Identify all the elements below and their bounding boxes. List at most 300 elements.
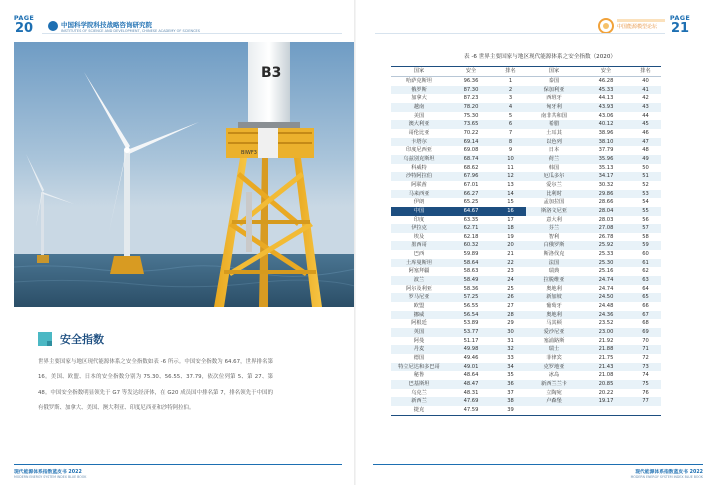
table-cell: 39 — [495, 406, 526, 415]
table-row — [391, 172, 661, 181]
forum-logo-bar — [617, 19, 665, 22]
table-cell: 69 — [630, 328, 661, 337]
footer-rule — [373, 464, 703, 465]
table-cell: 芬兰 — [526, 224, 582, 233]
table-cell: 韩国 — [548, 164, 560, 171]
table-cell: 29 — [507, 320, 514, 327]
table-cell: 卢森堡 — [526, 397, 582, 406]
table-cell: 12 — [495, 172, 526, 181]
table-row — [391, 380, 661, 389]
section-title: 安全指数 — [60, 333, 104, 346]
table-cell: 俄罗斯 — [391, 86, 447, 95]
table-cell: 87.30 — [447, 86, 495, 95]
table-cell: 24 — [495, 276, 526, 285]
table-cell: 35.96 — [582, 155, 630, 164]
table-cell: 法国 — [526, 259, 582, 268]
table-cell: 68.74 — [447, 155, 495, 164]
table-cell: 新西兰 — [391, 397, 447, 406]
table-cell: 9 — [508, 147, 513, 154]
table-cell: 62.71 — [447, 224, 495, 233]
table-row — [391, 224, 661, 233]
table-cell: 加拿大 — [411, 95, 427, 102]
table-cell: 挪威 — [391, 311, 447, 320]
table-row — [391, 146, 661, 155]
table-cell: 46 — [642, 129, 649, 136]
table-cell: 48.47 — [447, 380, 495, 389]
table-cell: 捷克 — [391, 406, 447, 415]
footer-rule — [14, 464, 342, 465]
table-row — [391, 86, 661, 95]
table-cell: 59.89 — [463, 251, 479, 258]
table-cell: 28.66 — [598, 199, 614, 206]
table-row — [391, 345, 661, 354]
table-cell: 26.78 — [598, 233, 614, 240]
table-cell: 沙特阿拉伯 — [391, 172, 447, 181]
table-cell: 78.20 — [447, 103, 495, 112]
security-index-table-wrapper — [391, 66, 661, 416]
table-cell: 乌克兰 — [411, 389, 427, 396]
table-cell: 75.30 — [463, 112, 479, 119]
table-cell: 42 — [642, 95, 649, 102]
table-row — [391, 259, 661, 268]
table-row — [391, 207, 661, 216]
table-cell: 7 — [508, 129, 513, 136]
table-cell: 44.13 — [598, 95, 614, 102]
table-cell: 66.27 — [447, 190, 495, 199]
section-marker-icon — [38, 332, 52, 346]
table-cell: 50 — [642, 164, 649, 171]
table-cell: 27 — [507, 303, 514, 310]
table-header-row — [391, 67, 661, 77]
table-cell: 67.96 — [447, 172, 495, 181]
cas-logo-text: 中国科学院科技战略咨询研究院 — [61, 21, 152, 29]
table-row — [391, 337, 661, 346]
table-cell: 10 — [495, 155, 526, 164]
table-row — [391, 181, 661, 190]
table-cell: 孟加拉国 — [543, 199, 565, 206]
table-row — [391, 371, 661, 380]
security-index-paragraph: 世界主要国家与地区现代能源体系之安全指数如表 -6 所示。中国安全指数为 64.67，世界排名第 16。美国、欧盟、日本的安全指数分别为 75.30、56.55、37.79，依次位列第 5、第 27、第 48。中国安全指数明显领先于 G7 等发达经济体，在 G20 成员国中排名第 7，排名领先于中国的有俄罗斯、加拿大、美国、澳大利亚、印度尼西亚和沙特阿拉伯。 — [38, 359, 273, 412]
table-cell: 47 — [630, 138, 661, 147]
table-cell: 阿曼 — [413, 337, 425, 344]
footer-title: 现代能源体系指数蓝皮书 2022 — [635, 470, 703, 475]
table-cell: 21.08 — [598, 372, 614, 379]
table-cell: 瑞士 — [526, 345, 582, 354]
table-cell: 墨西哥 — [391, 241, 447, 250]
table-cell: 希腊 — [526, 120, 582, 129]
table-cell: 69.14 — [447, 138, 495, 147]
table-cell: 25.33 — [598, 251, 614, 258]
table-cell: 巴基斯坦 — [391, 380, 447, 389]
table-cell: 28.04 — [582, 207, 630, 216]
table-cell: 71 — [630, 345, 661, 354]
table-cell: 43.93 — [582, 103, 630, 112]
table-cell: 58.63 — [463, 268, 479, 275]
platform-code-label: BIWF3 — [241, 150, 257, 156]
table-cell: 36 — [495, 380, 526, 389]
table-cell: 30 — [495, 328, 526, 337]
table-cell: 47.69 — [447, 397, 495, 406]
table-title: 表 -6 世界主要国家与地区现代能源体系之安全指数（2020） — [463, 54, 617, 60]
table-cell: 60 — [642, 251, 649, 258]
table-cell: 以色列 — [526, 138, 582, 147]
table-cell: 斯洛伐克 — [543, 251, 565, 258]
table-cell: 19.17 — [582, 397, 630, 406]
table-cell: 菲律宾 — [546, 355, 562, 361]
footer-subtitle: MODERN ENERGY SYSTEM INDEX BLUE BOOK — [14, 475, 87, 479]
table-cell: 77 — [630, 397, 661, 406]
table-cell: 56.55 — [463, 303, 479, 310]
table-row — [391, 138, 661, 147]
table-cell: 哥伦比亚 — [408, 129, 430, 136]
page-label: PAGE — [669, 14, 691, 22]
page-number: 21 — [670, 21, 690, 36]
table-row — [391, 267, 661, 276]
table-row — [391, 112, 661, 121]
table-cell: 55 — [630, 207, 661, 216]
table-cell: 伊朗 — [413, 199, 425, 206]
table-cell: 48.31 — [463, 389, 479, 396]
footer-left — [14, 464, 342, 479]
table-cell: 比利时 — [526, 190, 582, 199]
column-header: 国家 — [526, 67, 582, 77]
table-row — [391, 198, 661, 207]
wind-turbine-photo — [14, 42, 355, 307]
table-cell: 74 — [642, 372, 649, 379]
table-cell: 25 — [507, 285, 514, 292]
table-cell: 澳大利亚 — [391, 120, 447, 129]
footer-title: 现代能源体系指数蓝皮书 2022 — [14, 470, 82, 475]
table-cell: 瑞典 — [548, 268, 560, 275]
table-cell: 37 — [507, 389, 514, 396]
cas-emblem-icon — [48, 21, 58, 31]
table-row — [391, 328, 661, 337]
table-cell: 克罗地亚 — [526, 363, 582, 372]
table-cell: 66 — [642, 303, 649, 310]
table-cell: 45.33 — [582, 86, 630, 95]
table-cell: 27.08 — [582, 224, 630, 233]
table-row — [391, 363, 661, 372]
table-cell: 13 — [507, 181, 514, 188]
security-index-table — [391, 66, 661, 416]
table-cell: 18 — [495, 224, 526, 233]
table-cell: 28 — [495, 311, 526, 320]
table-cell: 43.06 — [598, 112, 614, 119]
table-cell: 33 — [507, 355, 514, 361]
table-cell: 乌兹别克斯坦 — [391, 155, 447, 164]
table-cell: 奥地利 — [526, 311, 582, 320]
table-cell: 51.17 — [463, 337, 479, 344]
table-cell: 26 — [495, 293, 526, 302]
table-cell: 32 — [495, 345, 526, 354]
table-cell: 21 — [507, 251, 514, 258]
right-page — [355, 0, 710, 485]
table-cell: 科威特 — [411, 164, 427, 171]
table-cell: 秘鲁 — [413, 372, 425, 379]
table-cell: 冰岛 — [548, 372, 560, 379]
footer-subtitle: MODERN ENERGY SYSTEM INDEX BLUE BOOK — [630, 475, 703, 479]
table-cell: 印度尼西亚 — [406, 147, 432, 154]
table-row — [391, 164, 661, 173]
table-cell: 64 — [642, 285, 649, 292]
table-row — [391, 285, 661, 294]
table-row — [391, 129, 661, 138]
table-cell: 41 — [630, 86, 661, 95]
table-cell: 24.48 — [598, 303, 614, 310]
table-cell: 73 — [630, 363, 661, 372]
table-cell: 87.23 — [463, 95, 479, 102]
table-cell: 匈牙利 — [526, 103, 582, 112]
table-cell: 19 — [507, 233, 514, 240]
table-cell: 34.17 — [582, 172, 630, 181]
table-cell: 22 — [495, 259, 526, 268]
table-cell: 马来西亚 — [391, 190, 447, 199]
table-cell: 76 — [642, 389, 649, 396]
table-cell: 斯洛文尼亚 — [526, 207, 582, 216]
column-header: 排名 — [630, 67, 661, 77]
table-cell: 49.98 — [447, 345, 495, 354]
table-cell: 58.36 — [463, 285, 479, 292]
table-row — [391, 155, 661, 164]
table-cell: 75 — [630, 380, 661, 389]
table-row — [391, 319, 661, 328]
table-cell: 49 — [630, 155, 661, 164]
table-cell: 34 — [495, 363, 526, 372]
table-cell: 23.00 — [582, 328, 630, 337]
table-cell: 38.10 — [582, 138, 630, 147]
table-body — [391, 77, 661, 416]
table-cell: 新西兰兰卡 — [526, 380, 582, 389]
table-cell: 印度 — [413, 216, 425, 223]
table-cell: 53 — [630, 190, 661, 199]
table-row — [391, 293, 661, 302]
table-cell: 卡塔尔 — [391, 138, 447, 147]
table-cell: 70.22 — [463, 129, 479, 136]
table-cell: 24.36 — [582, 311, 630, 320]
table-cell: 越南 — [391, 103, 447, 112]
page-number-tag-left — [10, 14, 38, 36]
table-row — [391, 77, 661, 86]
table-cell: 54 — [642, 199, 649, 206]
table-cell: 25.92 — [582, 241, 630, 250]
table-cell: 38 — [495, 397, 526, 406]
table-cell: 73.65 — [447, 120, 495, 129]
page-number-tag-right — [666, 14, 694, 36]
table-cell: 35.13 — [598, 164, 614, 171]
table-cell: 波兰 — [391, 276, 447, 285]
table-row — [391, 120, 661, 129]
table-row — [391, 302, 661, 311]
table-cell: 64.67 — [447, 207, 495, 216]
table-cell: 61 — [630, 259, 661, 268]
table-cell: 8 — [495, 138, 526, 147]
table-row — [391, 311, 661, 320]
table-cell: 马其顿 — [546, 320, 562, 327]
table-cell: 奥地利 — [546, 285, 562, 292]
table-cell: 67.01 — [463, 181, 479, 188]
page-label: PAGE — [13, 14, 35, 22]
table-cell: 40.12 — [582, 120, 630, 129]
column-header: 排名 — [495, 67, 526, 77]
table-cell: 德国 — [413, 355, 425, 361]
page-number: 20 — [14, 21, 34, 36]
table-row — [391, 397, 661, 406]
table-cell: 特立尼达和多巴哥 — [391, 363, 447, 372]
table-cell: 14 — [495, 190, 526, 199]
table-cell: 英国 — [391, 328, 447, 337]
table-cell: 21.92 — [598, 337, 614, 344]
table-cell: 日本 — [548, 147, 560, 154]
table-cell: 伊拉克 — [391, 224, 447, 233]
table-cell: 57 — [630, 224, 661, 233]
table-cell: 67 — [630, 311, 661, 320]
table-cell: 57.25 — [447, 293, 495, 302]
table-cell: 17 — [507, 216, 514, 223]
table-cell: 35 — [507, 372, 514, 379]
table-row — [391, 103, 661, 112]
table-cell: 土库曼斯坦 — [391, 259, 447, 268]
table-cell: 44 — [642, 112, 649, 119]
table-cell: 58.49 — [447, 276, 495, 285]
table-cell: 30.32 — [598, 181, 614, 188]
forum-logo — [598, 18, 668, 34]
table-row — [391, 406, 661, 415]
table-cell: 96.36 — [463, 78, 479, 84]
table-cell: 巴西 — [413, 251, 425, 258]
table-cell: 24.50 — [582, 293, 630, 302]
table-cell: 24.74 — [598, 285, 614, 292]
table-cell: 69.08 — [463, 147, 479, 154]
table-cell: 56 — [642, 216, 649, 223]
table-cell: 60.32 — [447, 241, 495, 250]
table-cell: 65.25 — [463, 199, 479, 206]
table-cell: 49.46 — [463, 355, 479, 361]
table-row — [391, 233, 661, 242]
table-cell: 阿联酋 — [411, 181, 427, 188]
footer-right — [373, 464, 703, 479]
section-header — [38, 330, 104, 348]
table-cell: 25.30 — [582, 259, 630, 268]
table-cell: 23 — [507, 268, 514, 275]
table-cell: 20.22 — [598, 389, 614, 396]
table-cell: 58 — [642, 233, 649, 240]
table-cell: 46.28 — [598, 78, 614, 84]
table-cell: 25.16 — [598, 268, 614, 275]
table-cell: 53.77 — [447, 328, 495, 337]
table-cell: 欧盟 — [413, 303, 425, 310]
table-cell: 荷兰 — [526, 155, 582, 164]
table-cell: 土耳其 — [546, 129, 562, 136]
table-cell: 意大利 — [546, 216, 562, 223]
table-cell: 53.89 — [463, 320, 479, 327]
table-cell: 59 — [630, 241, 661, 250]
table-cell: 65 — [630, 293, 661, 302]
table-row — [391, 250, 661, 259]
table-cell: 西班牙 — [546, 95, 562, 102]
table-row — [391, 354, 661, 363]
table-row — [391, 94, 661, 103]
table-cell: 40 — [642, 78, 649, 84]
table-cell: 塞浦路斯 — [543, 337, 565, 344]
table-cell: 保加利亚 — [526, 86, 582, 95]
forum-badge-icon — [598, 18, 614, 34]
table-cell: 爱尔兰 — [546, 181, 562, 188]
table-cell: 智利 — [548, 233, 560, 240]
table-cell: 72 — [642, 355, 649, 361]
table-cell: 48 — [642, 147, 649, 154]
table-cell: 38.96 — [598, 129, 614, 136]
table-cell: 16 — [495, 207, 526, 216]
table-cell: 6 — [495, 120, 526, 129]
table-cell: 葡萄牙 — [546, 303, 562, 310]
header-rule — [42, 33, 342, 34]
column-header: 安全 — [582, 67, 630, 77]
table-cell: 罗马尼亚 — [391, 293, 447, 302]
table-cell: 63 — [630, 276, 661, 285]
table-cell: 43 — [630, 103, 661, 112]
forum-logo-text: 中国能源模型论坛 — [617, 24, 658, 30]
table-cell: 爱沙尼亚 — [526, 328, 582, 337]
table-cell: 南非共和国 — [541, 112, 567, 119]
table-cell — [630, 406, 661, 415]
table-cell: 28.03 — [598, 216, 614, 223]
table-cell: 49.01 — [447, 363, 495, 372]
table-cell: 29.86 — [582, 190, 630, 199]
column-header: 国家 — [391, 67, 447, 77]
table-cell: 哈萨克斯坦 — [406, 78, 432, 84]
table-cell: 拉脱维亚 — [526, 276, 582, 285]
table-cell: 11 — [507, 164, 514, 171]
table-cell: 31 — [507, 337, 514, 344]
table-cell — [526, 406, 582, 415]
table-cell: 21.88 — [582, 345, 630, 354]
table-cell: 阿尔及利亚 — [406, 285, 432, 292]
table-cell: 阿塞拜疆 — [408, 268, 430, 275]
table-cell: 37.79 — [598, 147, 614, 154]
table-cell: 中国 — [391, 207, 447, 216]
table-cell: 68 — [642, 320, 649, 327]
table-cell: 泰国 — [548, 78, 560, 84]
table-row — [391, 389, 661, 398]
table-cell: 5 — [508, 112, 513, 119]
table-cell: 45 — [630, 120, 661, 129]
table-cell: 美国 — [413, 112, 425, 119]
table-row — [391, 241, 661, 250]
table-cell: 58.64 — [447, 259, 495, 268]
header-rule — [375, 33, 665, 34]
table-cell: 15 — [507, 199, 514, 206]
table-cell: 21.75 — [598, 355, 614, 361]
table-cell: 48.64 — [463, 372, 479, 379]
table-cell: 23.52 — [598, 320, 614, 327]
table-cell: 1 — [508, 78, 513, 84]
table-cell: 21.43 — [582, 363, 630, 372]
column-header: 安全 — [447, 67, 495, 77]
table-cell: 68.62 — [463, 164, 479, 171]
table-cell: 4 — [495, 103, 526, 112]
table-cell: 62.18 — [463, 233, 479, 240]
table-cell: 63.35 — [463, 216, 479, 223]
table-cell: 70 — [642, 337, 649, 344]
table-cell: 立陶宛 — [546, 389, 562, 396]
table-row — [391, 276, 661, 285]
table-cell: 52 — [642, 181, 649, 188]
table-cell: 白俄罗斯 — [526, 241, 582, 250]
cas-logo-subtext: INSTITUTES OF SCIENCE AND DEVELOPMENT, CHINESE ACADEMY OF SCIENCES — [61, 29, 200, 33]
table-cell: 新加坡 — [526, 293, 582, 302]
table-cell: 丹麦 — [391, 345, 447, 354]
table-cell: 埃及 — [413, 233, 425, 240]
